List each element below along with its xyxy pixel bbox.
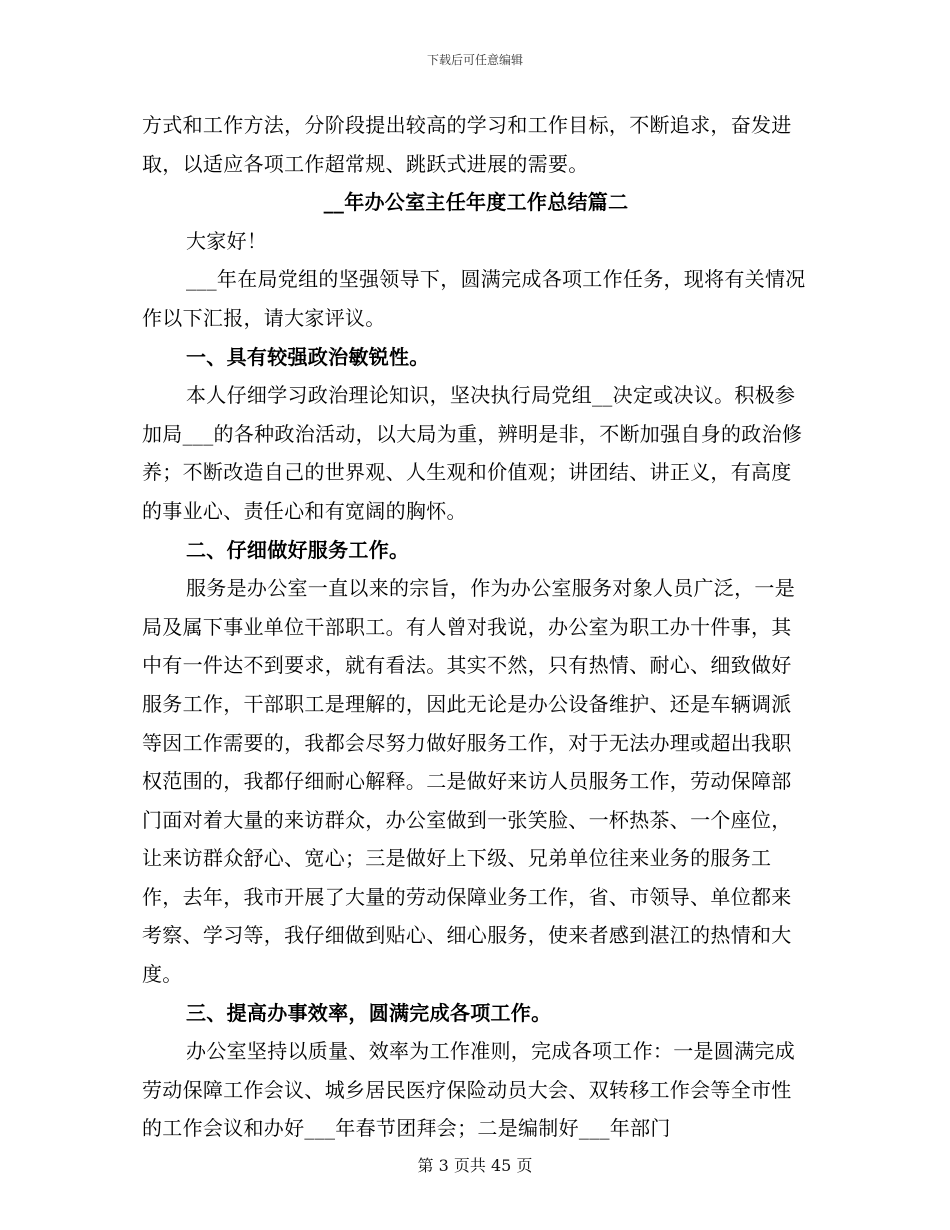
heading-efficiency: 三、提高办事效率，圆满完成各项工作。	[186, 1000, 552, 1025]
heading-service-work: 二、仔细做好服务工作。	[186, 537, 410, 562]
paragraph-efficiency: 办公室坚持以质量、效率为工作准则，完成各项工作：一是圆满完成劳动保障工作会议、城乡居民医疗保险动员大会、双转移工作会等全市性的工作会议和办好___年春节团拜会；二是编制好___年部门	[142, 1039, 795, 1141]
paragraph-political: 本人仔细学习政治理论知识，坚决执行局党组__决定或决议。积极参加局___的各种政治活动，以大局为重，辨明是非，不断加强自身的政治修养；不断改造自己的世界观、人生观和价值观；讲团结、讲正义，有高度的事业心、责任心和有宽阔的胸怀。	[142, 383, 803, 523]
section-title: __年办公室主任年度工作总结篇二	[323, 190, 629, 215]
greeting: 大家好！	[186, 228, 268, 253]
page-footer: 第 3 页共 45 页	[417, 1156, 533, 1175]
heading-political-sensitivity: 一、具有较强政治敏锐性。	[186, 344, 430, 369]
paragraph-intro: ___年在局党组的坚强领导下，圆满完成各项工作任务，现将有关情况作以下汇报，请大家评议。	[142, 267, 806, 330]
document-body	[142, 106, 810, 1148]
paragraph-continued: 方式和工作方法，分阶段提出较高的学习和工作目标，不断追求，奋发进取，以适应各项工作超常规、跳跃式进展的需要。	[142, 113, 792, 176]
page-header: 下载后可任意编辑	[426, 53, 523, 67]
paragraph-service: 服务是办公室一直以来的宗旨，作为办公室服务对象人员广泛，一是局及属下事业单位干部职工。有人曾对我说，办公室为职工办十件事，其中有一件达不到要求，就有看法。其实不然，只有热情、耐心、细致做好服务工作，干部职工是理解的，因此无论是办公设备维护、还是车辆调派等因工作需要的，我都会尽努力做好服务工作，对于无法办理或超出我职权范围的，我都仔细耐心解释。二是做好来访人员服务工作，劳动保障部门面对着大量的来访群众，办公室做到一张笑脸、一杯热茶、一个座位，让来访群众舒心、宽心；三是做好上下级、兄弟单位往来业务的服务工作，去年，我市开展了大量的劳动保障业务工作，省、市领导、单位都来考察、学习等，我仔细做到贴心、细心服务，使来者感到湛江的热情和大度。	[142, 576, 795, 987]
